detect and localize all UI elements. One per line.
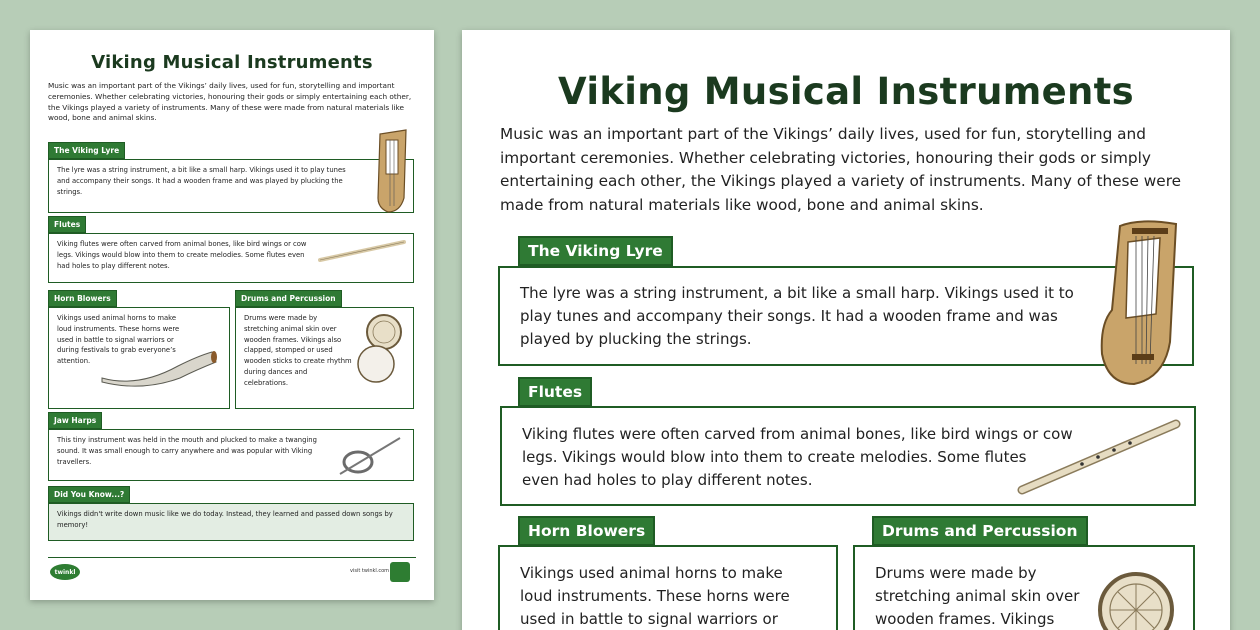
intro-line: made from natural materials like wood, bone and animal skins. xyxy=(500,195,984,214)
thumbnail-heading-didyouknow: Did You Know...? xyxy=(48,486,130,503)
thumbnail-heading-flutes: Flutes xyxy=(48,216,86,233)
flute-icon xyxy=(1012,414,1184,500)
thumbnail-section-lyre xyxy=(48,138,414,213)
heading-flutes: Flutes xyxy=(518,377,592,407)
thumbnail-heading-jaw: Jaw Harps xyxy=(48,412,102,429)
thumbnail-text-didyouknow: Vikings didn't write down music like we do today. Instead, they learned and passed down songs by memory! xyxy=(57,510,393,529)
lyre-line: The lyre was a string instrument, a bit like a small harp. Vikings used it to xyxy=(520,284,1074,302)
drum-icon xyxy=(1094,568,1178,630)
thumbnail-heading-drums: Drums and Percussion xyxy=(235,290,342,307)
footer-url[interactable]: visit twinkl.com xyxy=(350,568,390,574)
page-title: Viking Musical Instruments xyxy=(558,70,1134,113)
drums-line: Drums were made by xyxy=(875,564,1037,582)
heading-horns: Horn Blowers xyxy=(518,516,655,546)
horn-icon xyxy=(98,344,220,388)
thumbnail-footer-rule xyxy=(48,557,416,558)
thumbnail-text-horns: Vikings used animal horns to make loud instruments. These horns were used in battle to signal warriors or during festivals to grab everyone’s attention. xyxy=(57,314,180,366)
lyre-line: play tunes and accompany their songs. It had a wooden frame and was xyxy=(520,307,1058,325)
flute-icon xyxy=(318,238,406,264)
thumbnail-heading-horns: Horn Blowers xyxy=(48,290,117,307)
thumbnail-section-flutes xyxy=(48,212,414,283)
box-horns xyxy=(498,545,838,630)
jaw-harp-icon xyxy=(334,434,404,478)
flutes-line: even had holes to play different notes. xyxy=(522,471,813,489)
lyre-line: played by plucking the strings. xyxy=(520,330,752,348)
twinkl-logo[interactable]: twinkl xyxy=(50,564,80,580)
intro-paragraph xyxy=(500,123,1190,217)
horns-line: Vikings used animal horns to make xyxy=(520,564,783,582)
thumbnail-text-jaw: This tiny instrument was held in the mouth and plucked to make a twanging sound. It was small enough to carry anywhere and was popular with Viking travellers. xyxy=(57,436,317,466)
heading-drums: Drums and Percussion xyxy=(872,516,1088,546)
thumbnail-box-didyouknow xyxy=(48,503,414,541)
thumbnail-section-didyouknow xyxy=(48,482,414,541)
intro-line: important ceremonies. Whether celebrating victories, honouring their gods or simply xyxy=(500,148,1151,167)
horns-line: used in battle to signal warriors or xyxy=(520,610,778,628)
thumbnail-box-lyre xyxy=(48,159,414,213)
heading-lyre: The Viking Lyre xyxy=(518,236,673,266)
lyre-icon xyxy=(370,128,410,216)
thumbnail-section-drums xyxy=(235,286,414,409)
horns-line: loud instruments. These horns were xyxy=(520,587,790,605)
thumbnail-text-drums: Drums were made by stretching animal skin over wooden frames. Vikings also clapped, stomped or used wooden sticks to create rhythm during dances and celebrations. xyxy=(244,314,352,387)
intro-line: entertaining each other, the Vikings played a variety of instruments. Many of these were xyxy=(500,172,1182,191)
thumbnail-page[interactable] xyxy=(30,30,434,600)
drum-icon xyxy=(354,312,410,386)
thumbnail-text-flutes: Viking flutes were often carved from animal bones, like bird wings or cow legs. Vikings would blow into them to create melodies. Some flutes even had holes to play different notes. xyxy=(57,240,307,270)
flutes-line: Viking flutes were often carved from animal bones, like bird wings or cow xyxy=(522,425,1073,443)
intro-line: Music was an important part of the Vikings’ daily lives, used for fun, storytelling and xyxy=(500,125,1146,143)
thumbnail-text-lyre: The lyre was a string instrument, a bit like a small harp. Vikings used it to play tunes and accompany their songs. It had a wooden frame and was played by plucking the strings. xyxy=(57,166,346,196)
thumbnail-section-horns xyxy=(48,286,230,409)
thumbnail-heading-lyre: The Viking Lyre xyxy=(48,142,125,159)
badge-icon xyxy=(390,562,410,582)
lyre-icon xyxy=(1080,214,1190,390)
drums-line: wooden frames. Vikings xyxy=(875,610,1055,628)
thumbnail-section-jaw xyxy=(48,408,414,481)
thumbnail-intro: Music was an important part of the Vikings’ daily lives, used for fun, storytelling and important ceremonies. Whether celebrating victories, honouring their gods or simply entertaining each other, the Vikings played a variety of instruments. Many of these were made from natural materials like wood, bone and animal skins. xyxy=(48,81,412,123)
zoomed-page[interactable] xyxy=(462,30,1230,630)
drums-line: stretching animal skin over xyxy=(875,587,1080,605)
flutes-line: legs. Vikings would blow into them to create melodies. Some flutes xyxy=(522,448,1027,466)
thumbnail-title: Viking Musical Instruments xyxy=(91,52,373,73)
